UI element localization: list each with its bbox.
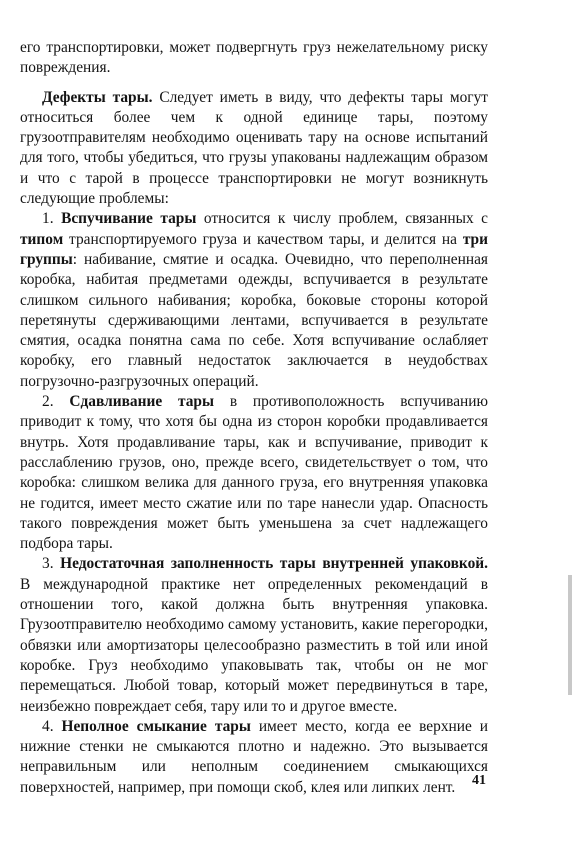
list-item-2 xyxy=(20,392,488,554)
page-body xyxy=(20,38,488,798)
defects-heading: Дефекты тары. xyxy=(42,88,153,106)
item-1-title-b: типом xyxy=(20,230,64,248)
page-edge-shadow xyxy=(568,575,572,695)
item-1-text-c: : набивание, смятие и осадка. Очевидно, что переполненная коробка, набитая предметами одежды, вспучивается в результате слишком сильного набивания; коробка, боковые стороны которой перетянуты сдерживающими лентами, вспучивается в результате смятия, осадка понятна сама по себе. Хотя вспучивание ослабляет коробку, его главный недостаток заключается в неудобствах погрузочно-разгрузочных операций. xyxy=(20,250,488,390)
defects-text: Следует иметь в виду, что дефекты тары могут относиться более чем к одной единице тары, поэтому грузоотправителям необходимо оценивать тару на основе испытаний для того, чтобы убедиться, что грузы упакованы надлежащим образом и что с тарой в процессе транспортировки не могут возникнуть следующие проблемы: xyxy=(20,88,488,208)
intro-paragraph xyxy=(20,38,488,79)
item-1-title-c: три группы xyxy=(20,230,488,268)
item-2-number: 2. xyxy=(42,393,70,411)
list-item-3 xyxy=(20,554,488,716)
page-number: 41 xyxy=(472,773,486,788)
item-3-number: 3. xyxy=(42,555,61,573)
intro-text: его транспортировки, может подвергнуть груз нежелательному риску повреждения. xyxy=(20,39,488,77)
item-4-title: Неполное смыкание тары xyxy=(61,717,251,735)
list-item-4 xyxy=(20,717,488,798)
item-3-title: Недостаточная заполненность тары внутренней упаковкой. xyxy=(60,555,489,573)
item-2-title: Сдавливание тары xyxy=(69,393,214,411)
item-4-text: имеет место, когда ее верхние и нижние стенки не смыкаются плотно и надежно. Это вызывается неправильным или неполным соединением смыкающихся поверхностей, например, при помощи скоб, клея или липких лент. xyxy=(20,717,489,796)
item-2-text: в противоположность вспучиванию приводит к тому, что хотя бы одна из сторон коробки продавливается внутрь. Хотя продавливание тары, как и вспучивание, приводит к расслаблению грузов, оно, прежде всего, свидетельствует о том, что коробка: слишком велика для данного груза, его внутренняя упаковка не годится, имеет место сжатие или по таре нанесли удар. Опасность такого повреждения может быть уменьшена за счет надлежащего подбора тары. xyxy=(20,393,488,553)
item-4-number: 4. xyxy=(42,717,62,735)
defects-paragraph xyxy=(20,88,488,210)
item-1-number: 1. xyxy=(42,210,62,228)
item-1-text-b: транспортируемого груза и качеством тары, и делится на xyxy=(63,230,463,248)
item-1-text-a: относится к числу проблем, связанных с xyxy=(196,210,488,228)
item-3-text: В международной практике нет определенных рекомендаций в отношении того, какой должна быть внутренняя упаковка. Грузоотправителю необходимо самому установить, какие перегородки, обвязки или амортизаторы целесообразно разместить в той или иной коробке. Груз необходимо упаковывать так, чтобы он не мог перемещаться. Любой товар, который может передвинуться в таре, неизбежно повреждает себя, тару или то и другое вместе. xyxy=(20,575,488,715)
list-item-1 xyxy=(20,209,488,392)
item-1-title: Вспучивание тары xyxy=(61,210,197,228)
